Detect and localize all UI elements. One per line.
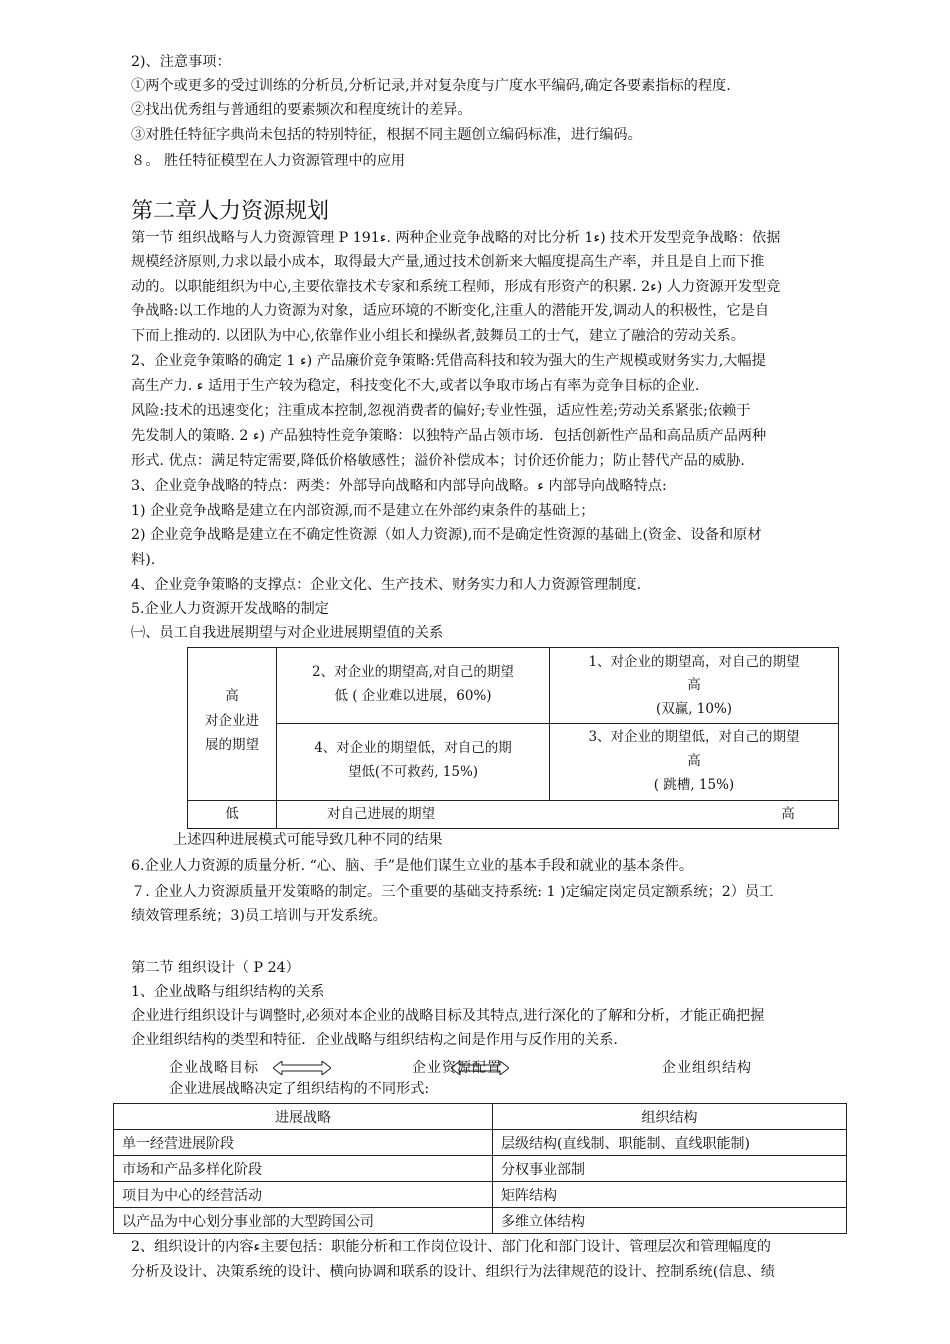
table-cell: 矩阵结构 [493,1182,847,1208]
p3-line-3: 2) 企业竞争战略是建立在不确定性资源（如人力资源),而不是确定性资源的基础上(资金、设备和原材 [131,527,762,543]
chapter-title: 第二章人力资源规划 [131,199,330,224]
flow-node-2: 企业资源配置 [412,1060,502,1076]
double-arrow-icon [273,1061,331,1075]
section2-p1-line-1: 企业进行组织设计与调整时,必须对本企业的战略目标及其特点,进行深化的了解和分析，才能正确把握 [131,1008,765,1024]
p1-line-2: 规模经济原则,力求以最小成本，取得最大产量,通过技术创新来大幅度提高生产率，并且是自上而下推 [131,254,765,270]
note-item-3: ③对胜任特征字典尚未包括的特别特征，根据不同主题创立编码标准，进行编码。 [131,127,642,143]
matrix-bottom-label: 对自己进展的期望 [327,806,435,822]
flow-node-3: 企业组织结构 [662,1060,752,1076]
table-cell: 多维立体结构 [493,1208,847,1234]
p1-line-5: 下而上推动的. 以团队为中心,依靠作业小组长和操纵者,鼓舞员工的士气，建立了融洽的劳动关系。 [131,328,745,344]
matrix-left-high: 高 [225,688,239,704]
table-header-strategy: 进展战略 [114,1104,493,1130]
expectation-matrix [187,647,839,829]
matrix-divider-h2 [188,800,838,801]
p2-line-3: 风险:技术的迅速变化；注重成本控制,忽视消费者的偏好;专业性强，适应性差;劳动关系紧张;依赖于 [131,403,751,419]
section2-subheading-1: 1、企业战略与组织结构的关系 [131,984,325,1000]
flow-note: 企业进展战略决定了组织结构的不同形式: [169,1081,430,1097]
table-cell: 分权事业部制 [493,1156,847,1182]
section2-title: 第二节 组织设计（ P 24） [131,960,300,976]
strategy-structure-table [113,1103,847,1234]
p2-line-2: 高生产力. ء 适用于生产较为稳定，科技变化不大,或者以争取市场占有率为竞争目标的企业. [131,378,700,394]
p6-line: 6.企业人力资源的质量分析. “心、脑、手”是他们谋生立业的基本手段和就业的基本条件。 [131,858,694,874]
q4-line-1: 4、对企业的期望低，对自己的期 [314,740,512,756]
table-row [114,1156,847,1182]
p1-line-3: 动的。以职能组织为中心,主要依靠技术专家和系统工程师，形成有形资产的积累. 2ء) 人力资源开发型竞 [131,279,781,295]
q1-line-1: 1、对企业的期望高，对自己的期望 [588,654,800,670]
q3-line-2: 高 [687,753,701,769]
double-arrow-icon [451,1061,509,1075]
p1-line-1 [131,227,901,249]
matrix-bottom-low: 低 [225,806,239,822]
p5-heading: 5.企业人力资源开发战略的制定 [131,601,329,617]
q1-line-2: 高 [687,677,701,693]
matrix-left-label-1: 对企业进 [205,713,259,729]
p1-segment-a: 第一节 组织战略与人力资源管理 P 19 [131,230,371,246]
note-item-2: ②找出优秀组与普通组的要素频次和程度统计的差异。 [131,102,472,118]
q3-line-3: ( 跳槽, 15%) [653,777,735,793]
matrix-bottom-high: 高 [781,806,795,822]
q1-line-3: (双赢, 10%) [655,701,733,717]
notes-title: 2)、注意事项： [131,54,231,70]
p2-line-1: 2、企业竞争策略的确定 1 ء) 产品廉价竞争策略:凭借高科技和较为强大的生产规模或财务实力,大幅提 [131,353,766,369]
p2-line-5: 形式. 优点：满足特定需要,降低价格敏感性；溢价补偿成本；讨价还价能力；防止替代产品的威胁. [131,453,745,469]
table-cell: 以产品为中心划分事业部的大型跨国公司 [114,1208,493,1234]
p2-line-4: 先发制人的策略. 2 ء) 产品独特性竞争策略：以独特产品占领市场．包括创新性产品和高品质产品两种 [131,428,767,444]
table-cell: 层级结构(直线制、职能制、直线职能制) [493,1130,847,1156]
p5-subheading: ㈠、员工自我进展期望与对企业进展期望值的关系 [131,625,444,641]
p7-line-2: 绩效管理系统；3)员工培训与开发系统。 [131,908,387,924]
section2-p1-line-2: 企业组织结构的类型和特征．企业战略与组织结构之间是作用与反作用的关系. [131,1032,618,1048]
q2-line-2: 低 ( 企业难以进展，60%) [334,688,492,704]
table-header-row [114,1104,847,1130]
table-row [114,1208,847,1234]
matrix-note: 上述四种进展模式可能导致几种不同的结果 [173,832,443,848]
matrix-left-label-2: 展的期望 [205,737,259,753]
p1-line-4: 争战略:以工作地的人力资源为对象，适应环境的不断变化,注重人的潜能开发,调动人的积极性，它是自 [131,303,770,319]
flow-node-1: 企业战略目标 [169,1060,259,1076]
section2-p2-line-1: 2、组织设计的内容ء主要包括：职能分析和工作岗位设计、部门化和部门设计、管理层次和管理幅度的 [131,1239,771,1255]
q3-line-1: 3、对企业的期望低，对自己的期望 [588,729,800,745]
p7-line-1: ７. 企业人力资源质量开发策略的制定。三个重要的基础支持系统: 1 )定编定岗定员定额系统；2）员工 [131,884,774,900]
strategy-flow [131,1055,901,1079]
table-cell: 市场和产品多样化阶段 [114,1156,493,1182]
table-cell: 项目为中心的经营活动 [114,1182,493,1208]
table-row [114,1182,847,1208]
item-8: ８。 胜任特征模型在人力资源管理中的应用 [131,153,406,169]
table-header-structure: 组织结构 [493,1104,847,1130]
q2-line-1: 2、对企业的期望高,对自己的期望 [312,664,514,680]
table-cell: 单一经营进展阶段 [114,1130,493,1156]
p1-segment-b: 1ء. 两种企业竞争战略的对比分析 1ء) 技术开发型竞争战略：依据 [370,230,781,246]
p3-line-4: 料). [131,552,156,568]
p3-line-2: 1) 企业竞争战略是建立在内部资源,而不是建立在外部约束条件的基础上； [131,503,595,519]
p4-line: 4、企业竞争策略的支撑点：企业文化、生产技术、财务实力和人力资源管理制度. [131,577,642,593]
matrix-divider-h1 [276,723,838,724]
p3-line-1: 3、企业竞争战略的特点：两类：外部导向战略和内部导向战略。ء 内部导向战略特点: [131,478,667,494]
q4-line-2: 望低(不可救药, 15%) [347,764,479,780]
note-item-1: ①两个或更多的受过训练的分析员,分析记录,并对复杂度与广度水平编码,确定各要素指标的程度. [131,78,731,94]
table-row [114,1130,847,1156]
section2-p2-line-2: 分析及设计、决策系统的设计、横向协调和联系的设计、组织行为法律规范的设计、控制系统(信息、绩 [131,1264,775,1280]
